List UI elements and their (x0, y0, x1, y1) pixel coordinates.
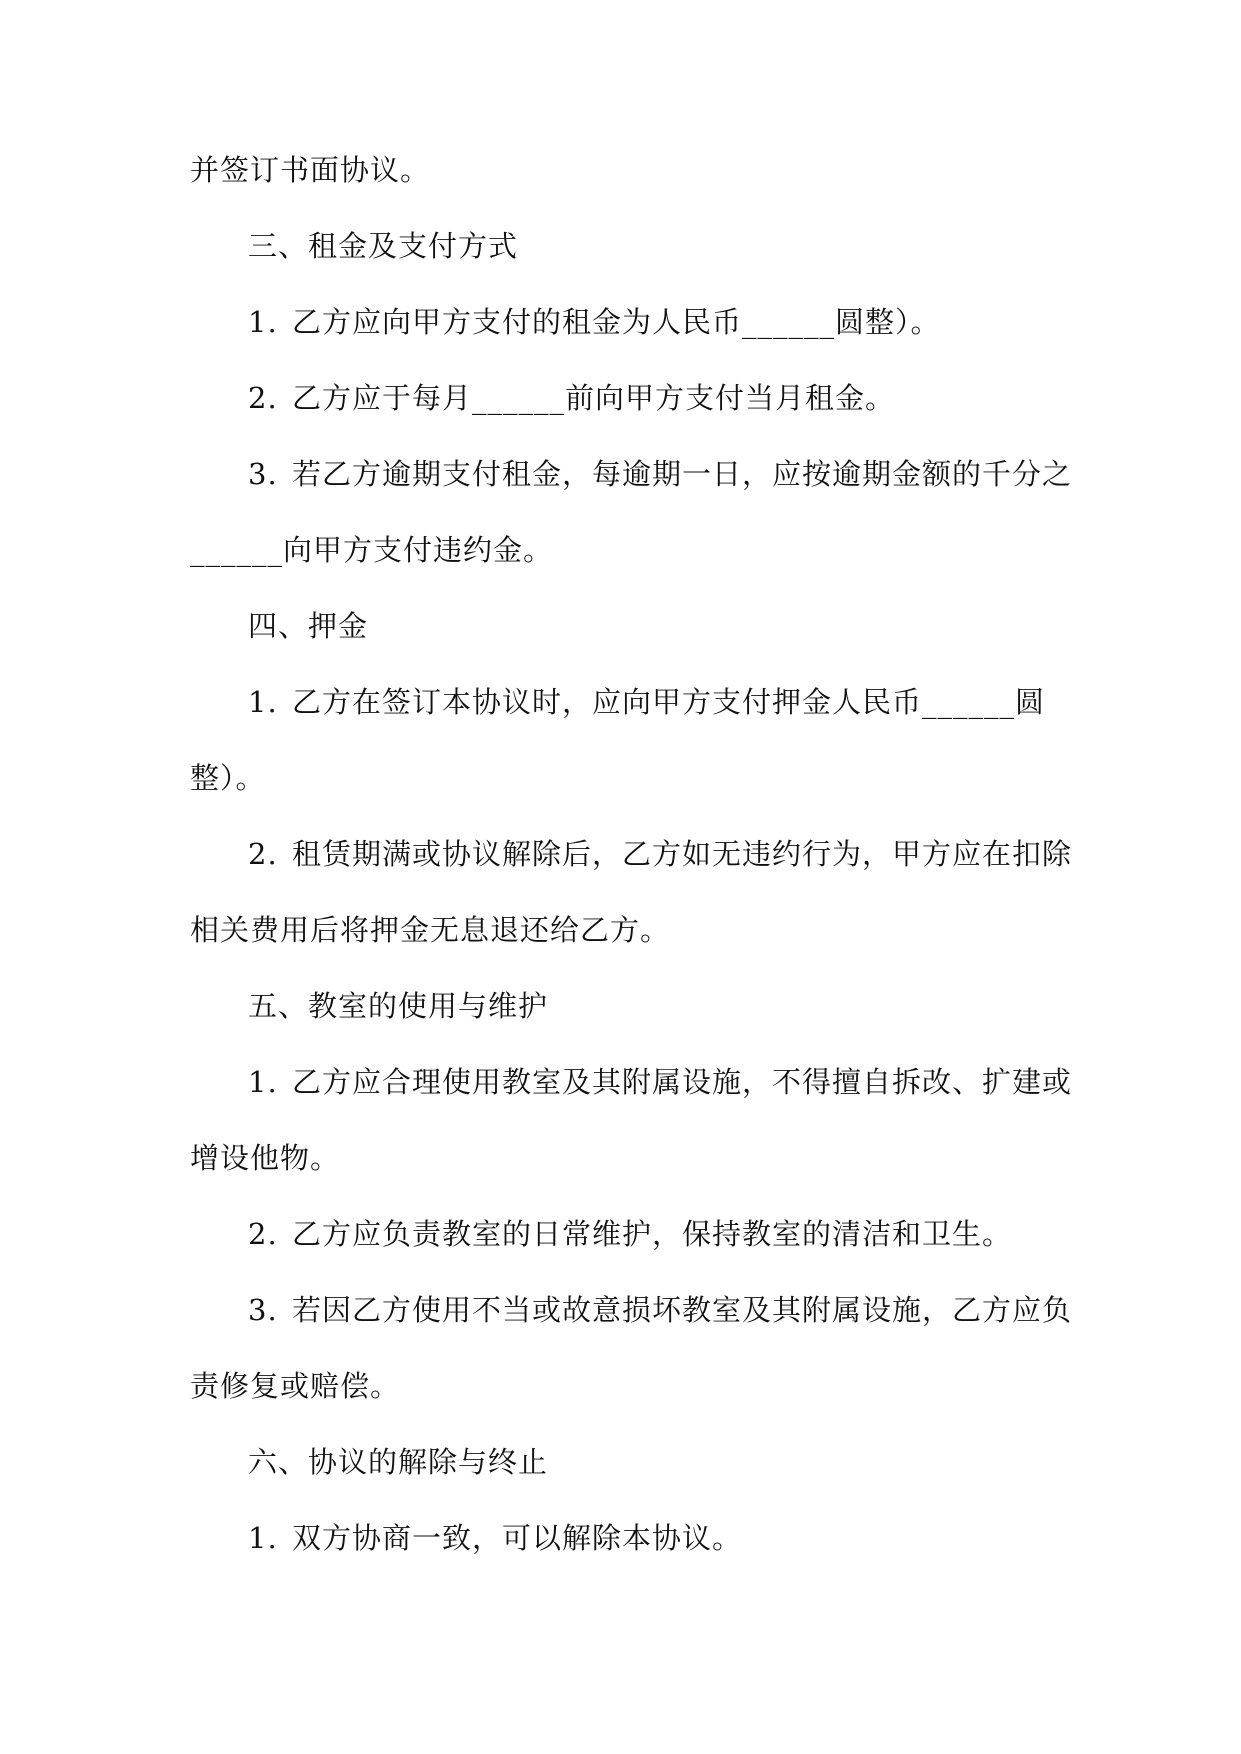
paragraph-line (190, 758, 1050, 798)
item-number: 1. (248, 685, 278, 719)
list-item (248, 378, 1108, 418)
item-text: 乙方在签订本协议时，应向甲方支付押金人民币______圆 (292, 685, 1046, 719)
paragraph-line (190, 150, 1050, 190)
item-text: 租赁期满或协议解除后，乙方如无违约行为，甲方应在扣除 (292, 837, 1073, 871)
section-heading (248, 986, 1108, 1026)
list-item (248, 682, 1108, 722)
list-item (248, 454, 1108, 494)
line-text: 整）。 (190, 761, 266, 795)
paragraph-line (190, 1138, 1050, 1178)
item-text: 双方协商一致，可以解除本协议。 (292, 1521, 743, 1555)
item-number: 2. (248, 1217, 278, 1251)
item-number: 2. (248, 381, 278, 415)
paragraph-line (190, 1366, 1050, 1406)
heading-text: 六、协议的解除与终止 (248, 1445, 549, 1479)
item-text: 乙方应向甲方支付的租金为人民币______圆整）。 (292, 305, 941, 339)
line-text: 责修复或赔偿。 (190, 1369, 401, 1403)
list-item (248, 1518, 1108, 1558)
item-text: 若因乙方使用不当或故意损坏教室及其附属设施，乙方应负 (292, 1293, 1073, 1327)
item-text: 乙方应于每月______前向甲方支付当月租金。 (292, 381, 896, 415)
item-number: 3. (248, 457, 278, 491)
line-text: 并签订书面协议。 (190, 153, 431, 187)
list-item (248, 1290, 1108, 1330)
item-number: 1. (248, 305, 278, 339)
item-number: 3. (248, 1293, 278, 1327)
heading-text: 五、教室的使用与维护 (248, 989, 549, 1023)
list-item (248, 834, 1108, 874)
item-number: 1. (248, 1521, 278, 1555)
list-item (248, 302, 1108, 342)
item-text: 乙方应负责教室的日常维护，保持教室的清洁和卫生。 (292, 1217, 1013, 1251)
line-text: ______向甲方支付违约金。 (190, 533, 554, 567)
section-heading (248, 226, 1108, 266)
heading-text: 四、押金 (248, 609, 369, 643)
item-text: 乙方应合理使用教室及其附属设施，不得擅自拆改、扩建或 (292, 1065, 1073, 1099)
section-heading (248, 606, 1108, 646)
line-text: 增设他物。 (190, 1141, 341, 1175)
list-item (248, 1062, 1108, 1102)
item-number: 2. (248, 837, 278, 871)
paragraph-line (190, 910, 1050, 950)
list-item (248, 1214, 1108, 1254)
item-text: 若乙方逾期支付租金，每逾期一日，应按逾期金额的千分之 (292, 457, 1073, 491)
heading-text: 三、租金及支付方式 (248, 229, 519, 263)
line-text: 相关费用后将押金无息退还给乙方。 (190, 913, 671, 947)
section-heading (248, 1442, 1108, 1482)
paragraph-line (190, 530, 1050, 570)
item-number: 1. (248, 1065, 278, 1099)
